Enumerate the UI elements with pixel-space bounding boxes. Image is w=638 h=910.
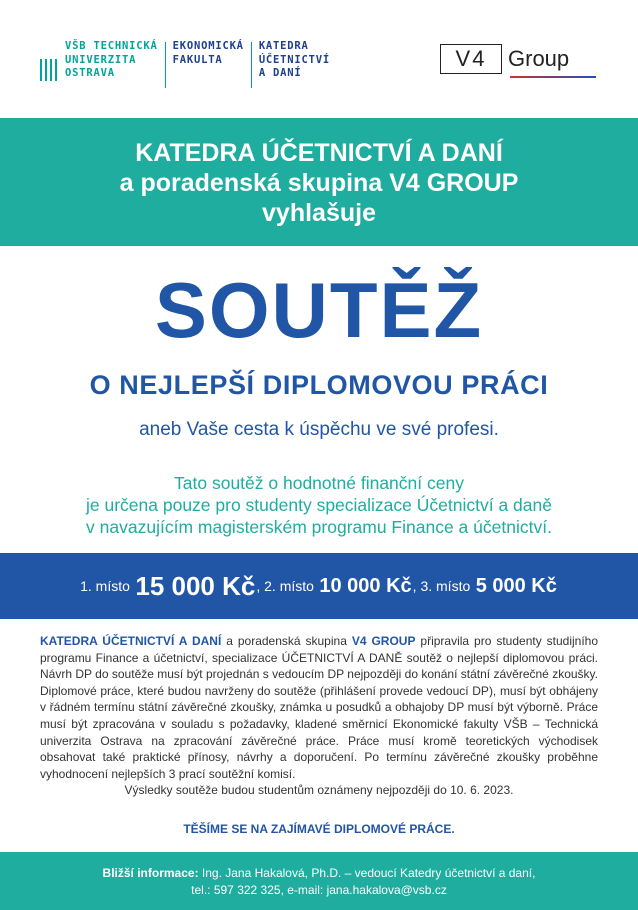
- prize-3-label: , 3. místo: [412, 578, 471, 594]
- intro-text: [0, 472, 638, 538]
- prize-2-label: , 2. místo: [256, 578, 314, 594]
- tagline: aneb Vaše cesta k úspěchu ve své profesi.: [139, 419, 499, 440]
- banner-line-3: vyhlašuje: [262, 199, 376, 227]
- logo-underline: [510, 76, 596, 78]
- body-results-date: Výsledky soutěže budou studentům oznámeny nejpozději do 10. 6. 2023.: [124, 783, 514, 798]
- contact-footer: [0, 852, 638, 910]
- intro-line-2: je určena pouze pro studenty specializace Účetnictví a daně: [86, 495, 552, 515]
- prize-1-amount: 15 000 Kč: [135, 570, 256, 601]
- body-part-2: připravila pro studenty studijního programu Finance a účetnictví, specializace ÚČETNICTVÍ A DANĚ soutěž o nejlepší diplomovou práci. Návrh DP do soutěže musí být projednán s vedoucím DP nejpozději do konání státní závěrečné zkoušky. Diplomové práce, které budou navrženy do soutěže (přihlášení provede vedoucí DP), musí být obhájeny v řádném termínu státní závěrečné zkoušky, známka u posudků a obhajoby DP musí být výborně. Práce musí být zpracována v souladu s požadavky, kladené směrnicí Ekonomické fakulty VŠB – Technická univerzita Ostrava na zpracování závěrečné práce. Práce musí kromě teoretických východisek obsahovat také praktické přínosy, návrhy a doporučení. Po termínu závěrečné zkoušky proběhne vyhodnocení nejlepších 3 prací soutěžní komisí.: [40, 634, 599, 781]
- v4-logo-box: V4: [440, 44, 502, 74]
- footer-line-2: tel.: 597 322 325, e-mail: jana.hakalova@vsb.cz: [191, 883, 447, 897]
- banner-line-2: a poradenská skupina V4 GROUP: [119, 169, 519, 197]
- divider: [251, 42, 252, 88]
- rules-paragraph: [40, 633, 598, 799]
- prizes-banner: [0, 553, 638, 619]
- header: [0, 0, 638, 118]
- closing-line: TĚŠÍME SE NA ZAJÍMAVÉ DIPLOMOVÉ PRÁCE.: [183, 822, 455, 836]
- intro-line-1: Tato soutěž o hodnotné finanční ceny: [174, 473, 464, 493]
- body-part-1: a poradenská skupina: [221, 634, 352, 648]
- prize-3-amount: 5 000 Kč: [475, 574, 557, 597]
- prize-1-label: 1. místo: [80, 578, 130, 594]
- banner-line-1: KATEDRA ÚČETNICTVÍ A DANÍ: [135, 139, 503, 167]
- faculty-name: EKONOMICKÁ FAKULTA: [172, 40, 244, 66]
- vsb-bars-icon: [40, 59, 57, 81]
- announcement-banner: [0, 118, 638, 246]
- page-subtitle: O NEJLEPŠÍ DIPLOMOVOU PRÁCI: [89, 370, 549, 400]
- divider: [165, 42, 166, 88]
- university-name: VŠB TECHNICKÁ UNIVERZITA OSTRAVA: [65, 40, 158, 79]
- university-logo: [40, 40, 330, 88]
- body-v4: V4 GROUP: [351, 634, 416, 648]
- department-name: KATEDRA ÚČETNICTVÍ A DANÍ: [258, 40, 331, 79]
- footer-contact-person: Ing. Jana Hakalová, Ph.D. – vedoucí Katedry účetnictví a daní,: [198, 866, 536, 880]
- v4-logo-word: Group: [508, 46, 570, 71]
- footer-label: Bližší informace:: [102, 866, 199, 880]
- prize-2-amount: 10 000 Kč: [319, 574, 412, 597]
- intro-line-3: v navazujícím magisterském programu Finance a účetnictví.: [86, 517, 552, 537]
- body-lead: KATEDRA ÚČETNICTVÍ A DANÍ: [40, 634, 222, 648]
- page-title: SOUTĚŽ: [154, 266, 484, 354]
- footer-line-1: [0, 865, 638, 882]
- v4-group-logo: [440, 44, 596, 80]
